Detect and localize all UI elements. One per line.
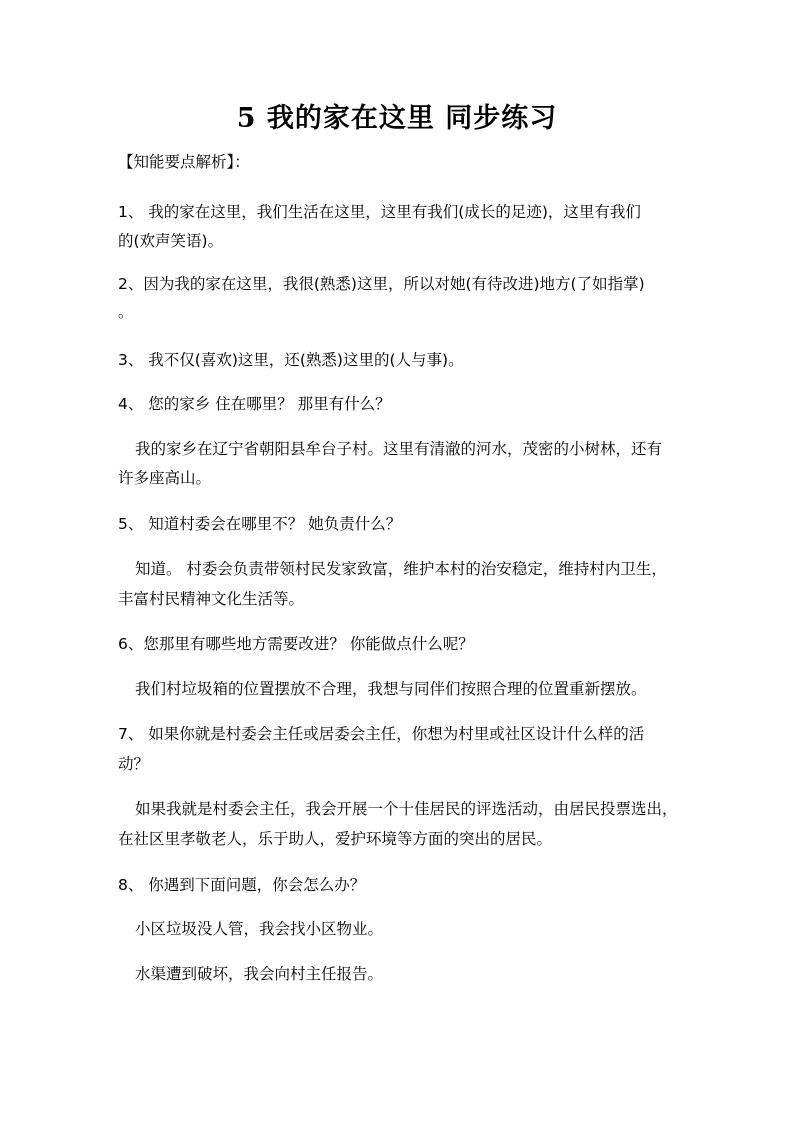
question-5: 5、 知道村委会在哪里不？ 她负责什么？ — [118, 515, 402, 533]
question-6: 6、您那里有哪些地方需要改进？ 你能做点什么呢？ — [118, 635, 474, 653]
answer-5-line-1: 知道。 村委会负责带领村民发家致富，维护本村的治安稳定，维持村内卫生， — [135, 560, 667, 578]
question-1-line-2: 的(欢声笑语)。 — [118, 232, 224, 250]
question-2-line-2: 。 — [118, 303, 134, 321]
answer-8-line-1: 小区垃圾没人管，我会找小区物业。 — [135, 920, 384, 938]
question-7-line-2: 动？ — [118, 755, 150, 773]
question-2-line-1: 2、因为我的家在这里，我很(熟悉)这里，所以对她(有待改进)地方(了如指掌) — [118, 275, 645, 293]
question-4: 4、 您的家乡 住在哪里？ 那里有什么？ — [118, 395, 391, 413]
question-3: 3、 我不仅(喜欢)这里，还(熟悉)这里的(人与事)。 — [118, 351, 464, 369]
answer-7-line-1: 如果我就是村委会主任，我会开展一个十佳居民的评选活动，由居民投票选出， — [135, 800, 678, 818]
question-1-line-1: 1、 我的家在这里，我们生活在这里，这里有我们(成长的足迹)，这里有我们 — [118, 203, 641, 221]
section-heading: 【知能要点解析】： — [118, 153, 250, 171]
answer-8-line-2: 水渠遭到破坏，我会向村主任报告。 — [135, 965, 384, 983]
page-title: 5 我的家在这里 同步练习 — [236, 103, 558, 134]
answer-4-line-2: 许多座高山。 — [118, 469, 212, 487]
question-8: 8、 你遇到下面问题，你会怎么办？ — [118, 876, 366, 894]
answer-5-line-2: 丰富村民精神文化生活等。 — [118, 590, 305, 608]
question-7-line-1: 7、 如果你就是村委会主任或居委会主任，你想为村里或社区设计什么样的活 — [118, 725, 645, 743]
answer-7-line-2: 在社区里孝敬老人，乐于助人，爱护环境等方面的突出的居民。 — [118, 830, 553, 848]
answer-4-line-1: 我的家乡在辽宁省朝阳县牟台子村。这里有清澈的河水，茂密的小树林，还有 — [135, 440, 663, 458]
answer-6: 我们村垃圾箱的位置摆放不合理，我想与同伴们按照合理的位置重新摆放。 — [135, 680, 647, 698]
